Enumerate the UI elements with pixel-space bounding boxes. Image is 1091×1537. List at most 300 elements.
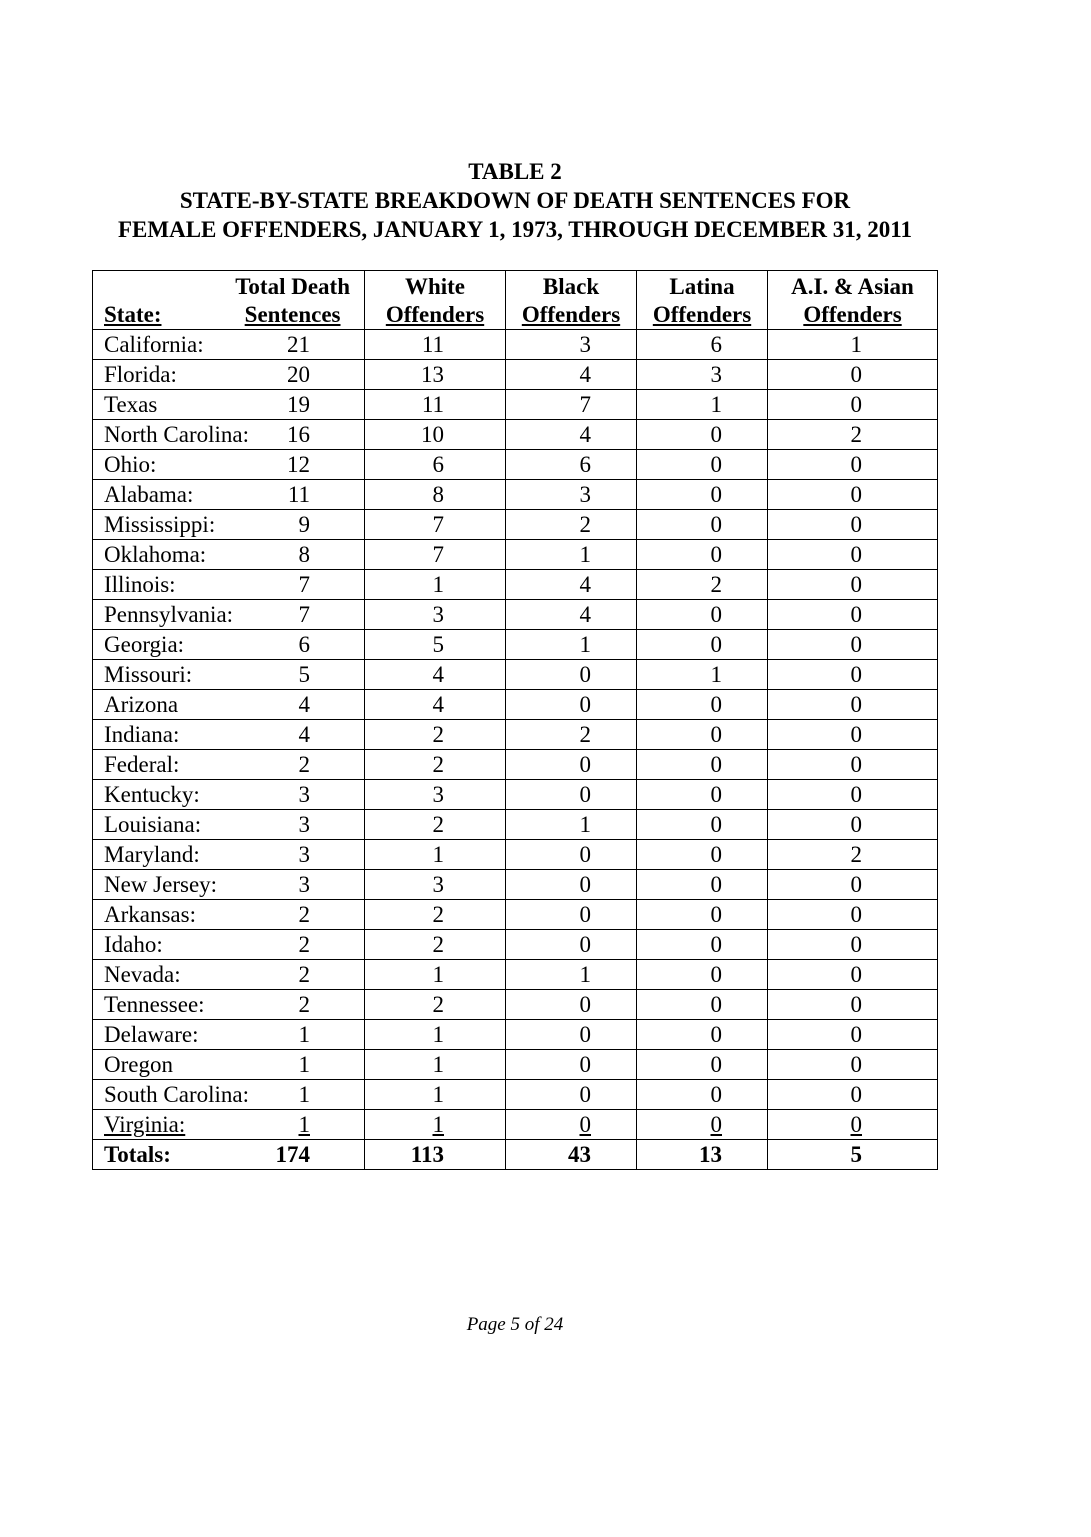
header-asian-top: A.I. & Asian <box>791 274 914 299</box>
state-name: Federal: <box>104 752 180 777</box>
latina-offenders <box>637 660 768 690</box>
asian-value: 0 <box>850 1112 862 1137</box>
header-latina <box>637 271 768 330</box>
total-sentences: 2 <box>298 902 310 927</box>
black-value: 0 <box>579 1022 591 1047</box>
black-offenders <box>506 330 637 360</box>
latina-offenders <box>637 810 768 840</box>
white-offenders <box>365 960 506 990</box>
asian-offenders <box>768 420 938 450</box>
white-offenders <box>365 510 506 540</box>
latina-value: 0 <box>710 692 722 717</box>
white-value: 1 <box>432 1112 444 1137</box>
asian-value: 2 <box>850 842 862 867</box>
white-offenders <box>365 540 506 570</box>
state-name: Kentucky: <box>104 782 200 807</box>
latina-offenders <box>637 1020 768 1050</box>
white-offenders <box>365 870 506 900</box>
black-offenders <box>506 420 637 450</box>
white-value: 10 <box>421 422 444 447</box>
white-offenders <box>365 1080 506 1110</box>
asian-value: 0 <box>850 692 862 717</box>
table-row <box>93 630 938 660</box>
state-total-cell <box>93 750 365 780</box>
table-row <box>93 420 938 450</box>
black-offenders <box>506 630 637 660</box>
total-sentences: 1 <box>298 1022 310 1047</box>
asian-offenders <box>768 480 938 510</box>
total-sentences: 19 <box>287 392 310 417</box>
death-sentences-table <box>92 270 938 1170</box>
white-offenders <box>365 330 506 360</box>
black-offenders <box>506 450 637 480</box>
header-state-total <box>93 271 365 330</box>
white-value: 11 <box>421 332 444 357</box>
state-name: Virginia: <box>104 1112 186 1137</box>
asian-offenders <box>768 960 938 990</box>
latina-value: 0 <box>710 422 722 447</box>
latina-offenders <box>637 990 768 1020</box>
totals-label: Totals: <box>104 1142 171 1167</box>
state-total-cell <box>93 900 365 930</box>
latina-value: 0 <box>710 782 722 807</box>
asian-offenders <box>768 990 938 1020</box>
asian-offenders <box>768 1020 938 1050</box>
table-row <box>93 780 938 810</box>
asian-value: 0 <box>850 812 862 837</box>
table-row <box>93 600 938 630</box>
asian-offenders <box>768 360 938 390</box>
asian-offenders <box>768 540 938 570</box>
table-row <box>93 510 938 540</box>
state-total-cell <box>93 480 365 510</box>
state-name: South Carolina: <box>104 1082 250 1107</box>
table-title-line-2: FEMALE OFFENDERS, JANUARY 1, 1973, THROUGH DECEMBER 31, 2011 <box>117 217 913 242</box>
white-offenders <box>365 990 506 1020</box>
latina-value: 0 <box>710 962 722 987</box>
black-value: 4 <box>579 422 591 447</box>
white-offenders <box>365 600 506 630</box>
asian-value: 0 <box>850 932 862 957</box>
black-value: 7 <box>579 392 591 417</box>
state-name: Louisiana: <box>104 812 202 837</box>
total-sentences: 2 <box>298 752 310 777</box>
white-value: 8 <box>432 482 444 507</box>
white-value: 5 <box>432 632 444 657</box>
white-value: 13 <box>421 362 444 387</box>
latina-offenders <box>637 780 768 810</box>
asian-value: 2 <box>850 422 862 447</box>
table-row <box>93 690 938 720</box>
black-value: 2 <box>579 512 591 537</box>
latina-offenders <box>637 510 768 540</box>
header-latina-bottom: Offenders <box>652 302 752 327</box>
state-name: Pennsylvania: <box>104 602 234 627</box>
white-value: 11 <box>421 392 444 417</box>
asian-offenders <box>768 600 938 630</box>
asian-value: 0 <box>850 1022 862 1047</box>
state-total-cell <box>93 780 365 810</box>
white-offenders <box>365 840 506 870</box>
asian-offenders <box>768 390 938 420</box>
latina-value: 0 <box>710 812 722 837</box>
black-offenders <box>506 870 637 900</box>
asian-value: 0 <box>850 1082 862 1107</box>
black-offenders <box>506 690 637 720</box>
white-value: 7 <box>432 512 444 537</box>
black-offenders <box>506 810 637 840</box>
white-offenders <box>365 780 506 810</box>
totals-total: 174 <box>275 1142 310 1167</box>
asian-value: 0 <box>850 902 862 927</box>
table-row <box>93 570 938 600</box>
latina-value: 0 <box>710 992 722 1017</box>
white-value: 1 <box>432 962 444 987</box>
latina-value: 0 <box>710 1082 722 1107</box>
totals-white: 113 <box>365 1140 506 1170</box>
latina-value: 1 <box>710 392 722 417</box>
state-name: Arkansas: <box>104 902 196 927</box>
white-value: 3 <box>432 782 444 807</box>
black-offenders <box>506 660 637 690</box>
black-value: 3 <box>579 332 591 357</box>
state-name: Missouri: <box>104 662 193 687</box>
black-value: 4 <box>579 602 591 627</box>
asian-value: 0 <box>850 662 862 687</box>
total-sentences: 1 <box>298 1082 310 1107</box>
black-value: 0 <box>579 1112 591 1137</box>
black-value: 0 <box>579 872 591 897</box>
totals-state-total-cell <box>93 1140 365 1170</box>
total-sentences: 12 <box>287 452 310 477</box>
table-row <box>93 1080 938 1110</box>
white-value: 4 <box>432 692 444 717</box>
totals-row <box>93 1140 938 1170</box>
black-offenders <box>506 1110 637 1140</box>
latina-value: 0 <box>710 1052 722 1077</box>
asian-offenders <box>768 570 938 600</box>
latina-value: 1 <box>710 662 722 687</box>
total-sentences: 3 <box>298 812 310 837</box>
latina-value: 2 <box>710 572 722 597</box>
latina-value: 3 <box>710 362 722 387</box>
state-total-cell <box>93 1080 365 1110</box>
state-total-cell <box>93 1110 365 1140</box>
asian-value: 0 <box>850 602 862 627</box>
state-total-cell <box>93 540 365 570</box>
black-offenders <box>506 390 637 420</box>
black-offenders <box>506 1050 637 1080</box>
total-sentences: 9 <box>298 512 310 537</box>
white-value: 2 <box>432 902 444 927</box>
latina-value: 0 <box>710 752 722 777</box>
state-name: Alabama: <box>104 482 194 507</box>
white-value: 1 <box>432 1052 444 1077</box>
black-value: 0 <box>579 1052 591 1077</box>
state-total-cell <box>93 1050 365 1080</box>
black-offenders <box>506 1020 637 1050</box>
asian-offenders <box>768 870 938 900</box>
total-sentences: 2 <box>298 932 310 957</box>
state-total-cell <box>93 390 365 420</box>
white-value: 7 <box>432 542 444 567</box>
asian-value: 0 <box>850 452 862 477</box>
white-value: 1 <box>432 1022 444 1047</box>
total-sentences: 6 <box>298 632 310 657</box>
white-offenders <box>365 900 506 930</box>
white-offenders <box>365 660 506 690</box>
latina-value: 0 <box>710 932 722 957</box>
black-value: 0 <box>579 782 591 807</box>
latina-offenders <box>637 1110 768 1140</box>
black-value: 0 <box>579 902 591 927</box>
total-sentences: 5 <box>298 662 310 687</box>
state-total-cell <box>93 600 365 630</box>
table-row <box>93 390 938 420</box>
black-offenders <box>506 960 637 990</box>
header-white-top: White <box>404 274 466 299</box>
table-row <box>93 360 938 390</box>
total-sentences: 3 <box>298 842 310 867</box>
state-total-cell <box>93 630 365 660</box>
latina-offenders <box>637 570 768 600</box>
total-sentences: 11 <box>287 482 310 507</box>
latina-value: 0 <box>710 902 722 927</box>
black-value: 0 <box>579 692 591 717</box>
black-offenders <box>506 720 637 750</box>
header-total-top: Total Death <box>235 274 350 299</box>
total-sentences: 7 <box>298 572 310 597</box>
black-value: 0 <box>579 842 591 867</box>
total-sentences: 8 <box>298 542 310 567</box>
state-total-cell <box>93 570 365 600</box>
latina-offenders <box>637 600 768 630</box>
white-value: 3 <box>432 602 444 627</box>
white-value: 6 <box>432 452 444 477</box>
state-name: Ohio: <box>104 452 157 477</box>
asian-value: 0 <box>850 392 862 417</box>
state-total-cell <box>93 360 365 390</box>
table-row <box>93 810 938 840</box>
state-name: Maryland: <box>104 842 200 867</box>
state-total-cell <box>93 930 365 960</box>
asian-value: 0 <box>850 962 862 987</box>
state-total-cell <box>93 420 365 450</box>
state-name: Arizona <box>104 692 179 717</box>
black-value: 6 <box>579 452 591 477</box>
state-total-cell <box>93 870 365 900</box>
black-value: 0 <box>579 752 591 777</box>
state-name: Georgia: <box>104 632 185 657</box>
latina-offenders <box>637 960 768 990</box>
state-total-cell <box>93 840 365 870</box>
black-offenders <box>506 930 637 960</box>
latina-offenders <box>637 1050 768 1080</box>
total-sentences: 2 <box>298 962 310 987</box>
asian-offenders <box>768 1050 938 1080</box>
total-sentences: 3 <box>298 782 310 807</box>
state-name: Illinois: <box>104 572 176 597</box>
black-offenders <box>506 510 637 540</box>
table-title-line-1: STATE-BY-STATE BREAKDOWN OF DEATH SENTENCES FOR <box>179 188 851 213</box>
header-white-bottom: Offenders <box>385 302 485 327</box>
white-offenders <box>365 420 506 450</box>
table-row <box>93 840 938 870</box>
table-title-block <box>0 157 1030 244</box>
latina-offenders <box>637 930 768 960</box>
asian-offenders <box>768 450 938 480</box>
table-row <box>93 1110 938 1140</box>
latina-offenders <box>637 840 768 870</box>
latina-offenders <box>637 390 768 420</box>
white-offenders <box>365 750 506 780</box>
latina-value: 0 <box>710 1022 722 1047</box>
white-offenders <box>365 1110 506 1140</box>
white-offenders <box>365 720 506 750</box>
latina-value: 0 <box>710 542 722 567</box>
asian-offenders <box>768 510 938 540</box>
total-sentences: 20 <box>287 362 310 387</box>
white-offenders <box>365 360 506 390</box>
asian-offenders <box>768 750 938 780</box>
latina-value: 0 <box>710 1112 722 1137</box>
asian-value: 0 <box>850 542 862 567</box>
asian-value: 0 <box>850 752 862 777</box>
state-total-cell <box>93 810 365 840</box>
asian-offenders <box>768 1110 938 1140</box>
total-sentences: 7 <box>298 602 310 627</box>
white-value: 1 <box>432 842 444 867</box>
total-sentences: 2 <box>298 992 310 1017</box>
asian-offenders <box>768 720 938 750</box>
latina-offenders <box>637 690 768 720</box>
asian-offenders <box>768 660 938 690</box>
state-name: Delaware: <box>104 1022 199 1047</box>
black-value: 0 <box>579 992 591 1017</box>
state-name: Tennessee: <box>104 992 205 1017</box>
latina-value: 0 <box>710 632 722 657</box>
black-offenders <box>506 780 637 810</box>
asian-value: 0 <box>850 362 862 387</box>
latina-offenders <box>637 450 768 480</box>
state-total-cell <box>93 690 365 720</box>
latina-value: 0 <box>710 602 722 627</box>
state-name: Oregon <box>104 1052 173 1077</box>
totals-latina: 13 <box>637 1140 768 1170</box>
header-state: State: <box>104 302 162 327</box>
latina-value: 6 <box>710 332 722 357</box>
latina-offenders <box>637 1080 768 1110</box>
latina-offenders <box>637 330 768 360</box>
asian-value: 0 <box>850 1052 862 1077</box>
white-offenders <box>365 930 506 960</box>
asian-offenders <box>768 780 938 810</box>
asian-value: 0 <box>850 512 862 537</box>
latina-offenders <box>637 420 768 450</box>
white-value: 2 <box>432 722 444 747</box>
black-value: 2 <box>579 722 591 747</box>
state-name: California: <box>104 332 204 357</box>
state-total-cell <box>93 450 365 480</box>
total-sentences: 3 <box>298 872 310 897</box>
latina-offenders <box>637 630 768 660</box>
black-offenders <box>506 540 637 570</box>
asian-offenders <box>768 630 938 660</box>
table-body <box>93 330 938 1140</box>
header-latina-top: Latina <box>669 274 735 299</box>
black-value: 0 <box>579 932 591 957</box>
asian-offenders <box>768 1080 938 1110</box>
latina-offenders <box>637 870 768 900</box>
black-offenders <box>506 900 637 930</box>
total-sentences: 21 <box>287 332 310 357</box>
latina-value: 0 <box>710 512 722 537</box>
asian-value: 0 <box>850 572 862 597</box>
asian-value: 1 <box>850 332 862 357</box>
table-row <box>93 450 938 480</box>
state-name: Mississippi: <box>104 512 216 537</box>
latina-offenders <box>637 360 768 390</box>
black-value: 1 <box>579 632 591 657</box>
black-value: 0 <box>579 1082 591 1107</box>
header-row <box>93 271 938 330</box>
latina-offenders <box>637 540 768 570</box>
page-number: Page 5 of 24 <box>466 1314 564 1335</box>
white-value: 2 <box>432 752 444 777</box>
state-total-cell <box>93 720 365 750</box>
table-row <box>93 900 938 930</box>
white-value: 2 <box>432 932 444 957</box>
black-value: 1 <box>579 542 591 567</box>
black-offenders <box>506 990 637 1020</box>
state-name: Nevada: <box>104 962 181 987</box>
black-offenders <box>506 750 637 780</box>
white-value: 3 <box>432 872 444 897</box>
white-offenders <box>365 1050 506 1080</box>
table-row <box>93 330 938 360</box>
white-value: 2 <box>432 812 444 837</box>
latina-value: 0 <box>710 872 722 897</box>
white-offenders <box>365 630 506 660</box>
asian-offenders <box>768 690 938 720</box>
white-offenders <box>365 570 506 600</box>
asian-value: 0 <box>850 632 862 657</box>
black-value: 1 <box>579 962 591 987</box>
black-offenders <box>506 570 637 600</box>
latina-value: 0 <box>710 482 722 507</box>
black-offenders <box>506 480 637 510</box>
state-name: Indiana: <box>104 722 180 747</box>
asian-offenders <box>768 930 938 960</box>
state-name: Florida: <box>104 362 177 387</box>
white-offenders <box>365 810 506 840</box>
black-value: 0 <box>579 662 591 687</box>
latina-offenders <box>637 900 768 930</box>
asian-offenders <box>768 330 938 360</box>
total-sentences: 4 <box>298 722 310 747</box>
white-value: 2 <box>432 992 444 1017</box>
table-row <box>93 660 938 690</box>
table-row <box>93 480 938 510</box>
table-row <box>93 750 938 780</box>
state-name: Texas <box>104 392 158 417</box>
asian-value: 0 <box>850 782 862 807</box>
asian-value: 0 <box>850 992 862 1017</box>
white-value: 1 <box>432 572 444 597</box>
table-row <box>93 930 938 960</box>
latina-value: 0 <box>710 722 722 747</box>
header-white <box>365 271 506 330</box>
